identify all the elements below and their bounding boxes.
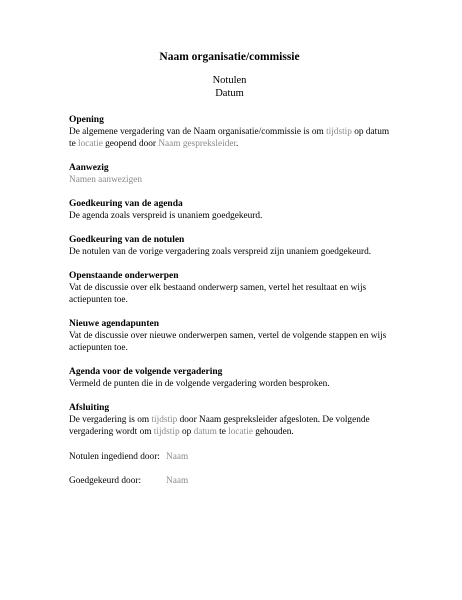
section-heading-minutes-approval: Goedkeuring van de notulen [69, 235, 185, 245]
closing-text-1: De vergadering is om [69, 415, 152, 425]
section-present [69, 162, 390, 186]
opening-time-placeholder: tijdstip [326, 127, 352, 137]
section-heading-open-items: Openstaande onderwerpen [69, 271, 179, 281]
section-opening [69, 114, 390, 150]
closing-time2-placeholder: tijdstip [153, 427, 180, 437]
closing-text-2: door Naam gespreksleider afgesloten. De volgende vergadering wordt om [69, 415, 370, 437]
closing-date-placeholder: datum [193, 427, 217, 437]
section-minutes-approval [69, 234, 390, 258]
signature-approved-row [69, 475, 390, 487]
section-closing [69, 402, 390, 438]
document-subtitle: Notulen [212, 75, 247, 86]
section-body-new-items: Vat de discussie over nieuwe onderwerpen samen, vertel de volgende stappen en wijs actiepunten toe. [69, 331, 387, 353]
closing-text-5: gehouden. [252, 427, 294, 437]
section-open-items [69, 270, 390, 306]
section-new-items [69, 318, 390, 354]
section-heading-new-items: Nieuwe agendapunten [69, 319, 159, 329]
section-body-open-items: Vat de discussie over elk bestaand onderwerp samen, vertel het resultaat en wijs actiepunten toe. [69, 283, 367, 305]
signature-approved-label: Goedgekeurd door: [69, 476, 142, 486]
signature-submitted-row [69, 451, 390, 463]
opening-text-2: op datum te [69, 127, 390, 149]
opening-text-3: geopend door [102, 139, 159, 149]
closing-text-4: te [216, 427, 229, 437]
organization-title: Naam organisatie/commissie [159, 51, 300, 63]
signature-submitted-name: Naam [166, 452, 189, 462]
section-heading-closing: Afsluiting [69, 403, 110, 413]
section-next-agenda [69, 366, 390, 390]
document-date: Datum [215, 88, 244, 99]
signature-approved-name: Naam [166, 476, 189, 486]
closing-time-placeholder: tijdstip [151, 415, 178, 425]
section-body-minutes-approval: De notulen van de vorige vergadering zoals verspreid zijn unaniem goedgekeurd. [69, 247, 372, 257]
closing-location-placeholder: locatie [228, 427, 253, 437]
opening-leader-placeholder: Naam gespreksleider [158, 139, 237, 149]
section-heading-opening: Opening [69, 115, 104, 125]
closing-text-3: op [179, 427, 194, 437]
opening-text-4: . [236, 139, 239, 149]
section-body-closing [69, 414, 390, 438]
section-body-next-agenda: Vermeld de punten die in de volgende vergadering worden besproken. [69, 379, 330, 389]
opening-text-1: De algemene vergadering van de Naam organisatie/commissie is om [69, 127, 327, 137]
section-body-agenda-approval: De agenda zoals verspreid is unaniem goedgekeurd. [69, 211, 263, 221]
section-heading-agenda-approval: Goedkeuring van de agenda [69, 199, 183, 209]
section-agenda-approval [69, 198, 390, 222]
opening-location-placeholder: locatie [78, 139, 103, 149]
section-heading-present: Aanwezig [69, 163, 109, 173]
section-heading-next-agenda: Agenda voor de volgende vergadering [69, 367, 223, 377]
present-names-placeholder: Namen aanwezigen [69, 175, 143, 185]
section-body-opening [69, 126, 390, 150]
signature-submitted-label: Notulen ingediend door: [69, 452, 160, 462]
